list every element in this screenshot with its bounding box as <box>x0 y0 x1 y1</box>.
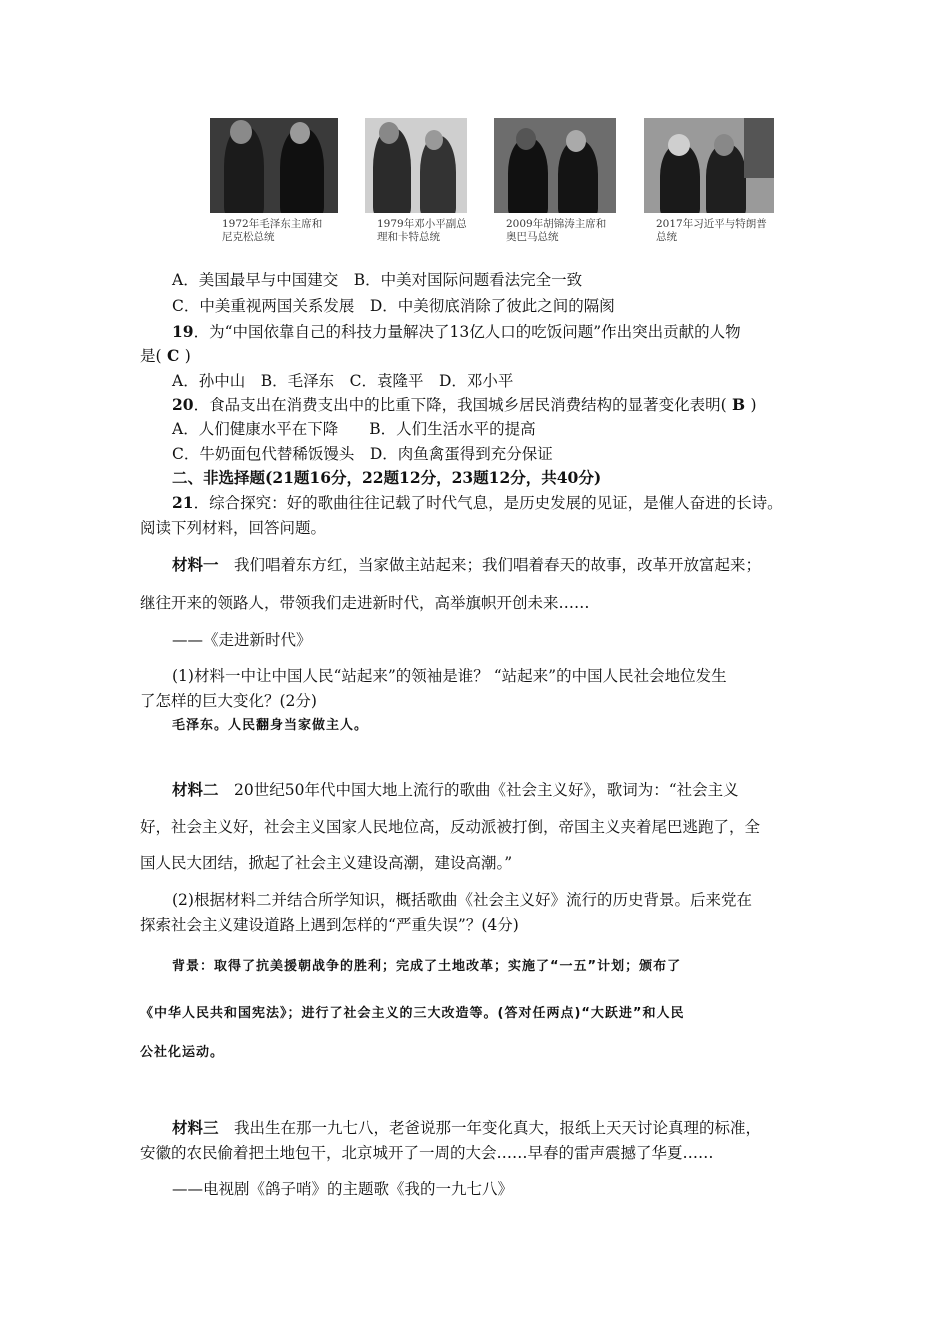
q19-paren-open: 是( <box>140 347 162 365</box>
section-2-heading: 二、非选择题(21题16分，22题12分，23题12分，共40分) <box>172 468 602 487</box>
q19-number: 19 <box>172 322 194 341</box>
q19-stem-cont <box>140 345 191 367</box>
material-2-line-2: 好，社会主义好，社会主义国家人民地位高，反动派被打倒，帝国主义夹着尾巴逃跑了，全 <box>140 818 761 836</box>
sub-question-1-cont: 了怎样的巨大变化？(2分) <box>140 692 317 710</box>
photo-strip <box>210 118 775 248</box>
q21-number: 21 <box>172 493 194 512</box>
q20-answer: B <box>726 395 751 414</box>
photo-2017 <box>644 118 774 244</box>
q21-stem <box>172 492 783 514</box>
q19-stem-text: ．为“中国依靠自己的科技力量解决了13亿人口的吃饭问题”作出突出贡献的人物 <box>193 323 741 341</box>
photo-1979 <box>365 118 467 244</box>
photo-caption: 1972年毛泽东主席和 尼克松总统 <box>222 218 323 243</box>
q20-stem-text: ．食品支出在消费支出中的比重下降，我国城乡居民消费结构的显著变化表明( <box>193 396 727 414</box>
q19-stem <box>172 321 741 343</box>
q19-paren-close: ) <box>184 347 191 365</box>
sub-question-1: (1)材料一中让中国人民“站起来”的领袖是谁？ “站起来”的中国人民社会地位发生 <box>172 667 727 685</box>
q19-answer: C <box>161 346 185 365</box>
q20-stem <box>172 394 757 416</box>
sub-question-2: (2)根据材料二并结合所学知识，概括歌曲《社会主义好》流行的历史背景。后来党在 <box>172 891 752 909</box>
photo-caption: 2009年胡锦涛主席和 奥巴马总统 <box>506 218 607 243</box>
q19-options: A．孙中山 B．毛泽东 C．袁隆平 D．邓小平 <box>172 372 514 390</box>
photo-1972 <box>210 118 338 244</box>
photo-caption: 2017年习近平与特朗普 总统 <box>656 218 767 243</box>
material-2-line-1 <box>172 779 739 801</box>
q21-stem-text: ．综合探究：好的歌曲往往记载了时代气息，是历史发展的见证，是催人奋进的长诗。 <box>193 494 783 512</box>
photo-image <box>210 118 338 213</box>
q18-options-line-1: A．美国最早与中国建交 B．中美对国际问题看法完全一致 <box>172 271 583 289</box>
material-3-line-2: 安徽的农民偷着把土地包干，北京城开了一周的大会……早春的雷声震撼了华夏…… <box>140 1144 714 1162</box>
material-3-source: ——电视剧《鸽子哨》的主题歌《我的一九七八》 <box>172 1180 514 1198</box>
q20-paren-close: ) <box>750 396 757 414</box>
sub-question-2-answer-line-2: 《中华人民共和国宪法》；进行了社会主义的三大改造等。(答对任两点)“大跃进”和人民 <box>140 1006 685 1021</box>
material-3-text: 我出生在那一九七八，老爸说那一年变化真大，报纸上天天讨论真理的标准， <box>218 1119 762 1137</box>
q20-number: 20 <box>172 395 194 414</box>
material-2-label: 材料二 <box>172 780 219 799</box>
q20-options-line-2: C．牛奶面包代替稀饭馒头 D．肉鱼禽蛋得到充分保证 <box>172 445 553 463</box>
material-1-line-1 <box>172 554 761 576</box>
photo-image <box>644 118 774 213</box>
q21-stem-cont: 阅读下列材料，回答问题。 <box>140 519 327 537</box>
material-3-label: 材料三 <box>172 1118 219 1137</box>
material-1-text: 我们唱着东方红，当家做主站起来；我们唱着春天的故事，改革开放富起来； <box>218 556 762 574</box>
material-1-source: ——《走进新时代》 <box>172 631 312 649</box>
photo-caption: 1979年邓小平副总 理和卡特总统 <box>377 218 467 243</box>
sub-question-2-cont: 探索社会主义建设道路上遇到怎样的“严重失误”？(4分) <box>140 916 519 934</box>
photo-image <box>494 118 616 213</box>
photo-2009 <box>494 118 616 244</box>
sub-question-1-answer: 毛泽东。人民翻身当家做主人。 <box>172 718 369 733</box>
material-2-line-3: 国人民大团结，掀起了社会主义建设高潮，建设高潮。” <box>140 854 513 872</box>
q18-options-line-2: C．中美重视两国关系发展 D．中美彻底消除了彼此之间的隔阂 <box>172 297 615 315</box>
material-1-line-2: 继往开来的领路人，带领我们走进新时代，高举旗帜开创未来…… <box>140 594 590 612</box>
material-3-line-1 <box>172 1117 761 1139</box>
sub-question-2-answer-line-3: 公社化运动。 <box>140 1045 225 1060</box>
material-2-text: 20世纪50年代中国大地上流行的歌曲《社会主义好》，歌词为：“社会主义 <box>218 781 739 799</box>
q20-options-line-1: A．人们健康水平在下降 B．人们生活水平的提高 <box>172 420 536 438</box>
material-1-label: 材料一 <box>172 555 219 574</box>
photo-image <box>365 118 467 213</box>
sub-question-2-answer-line-1: 背景：取得了抗美援朝战争的胜利；完成了土地改革；实施了“一五”计划；颁布了 <box>172 959 682 974</box>
